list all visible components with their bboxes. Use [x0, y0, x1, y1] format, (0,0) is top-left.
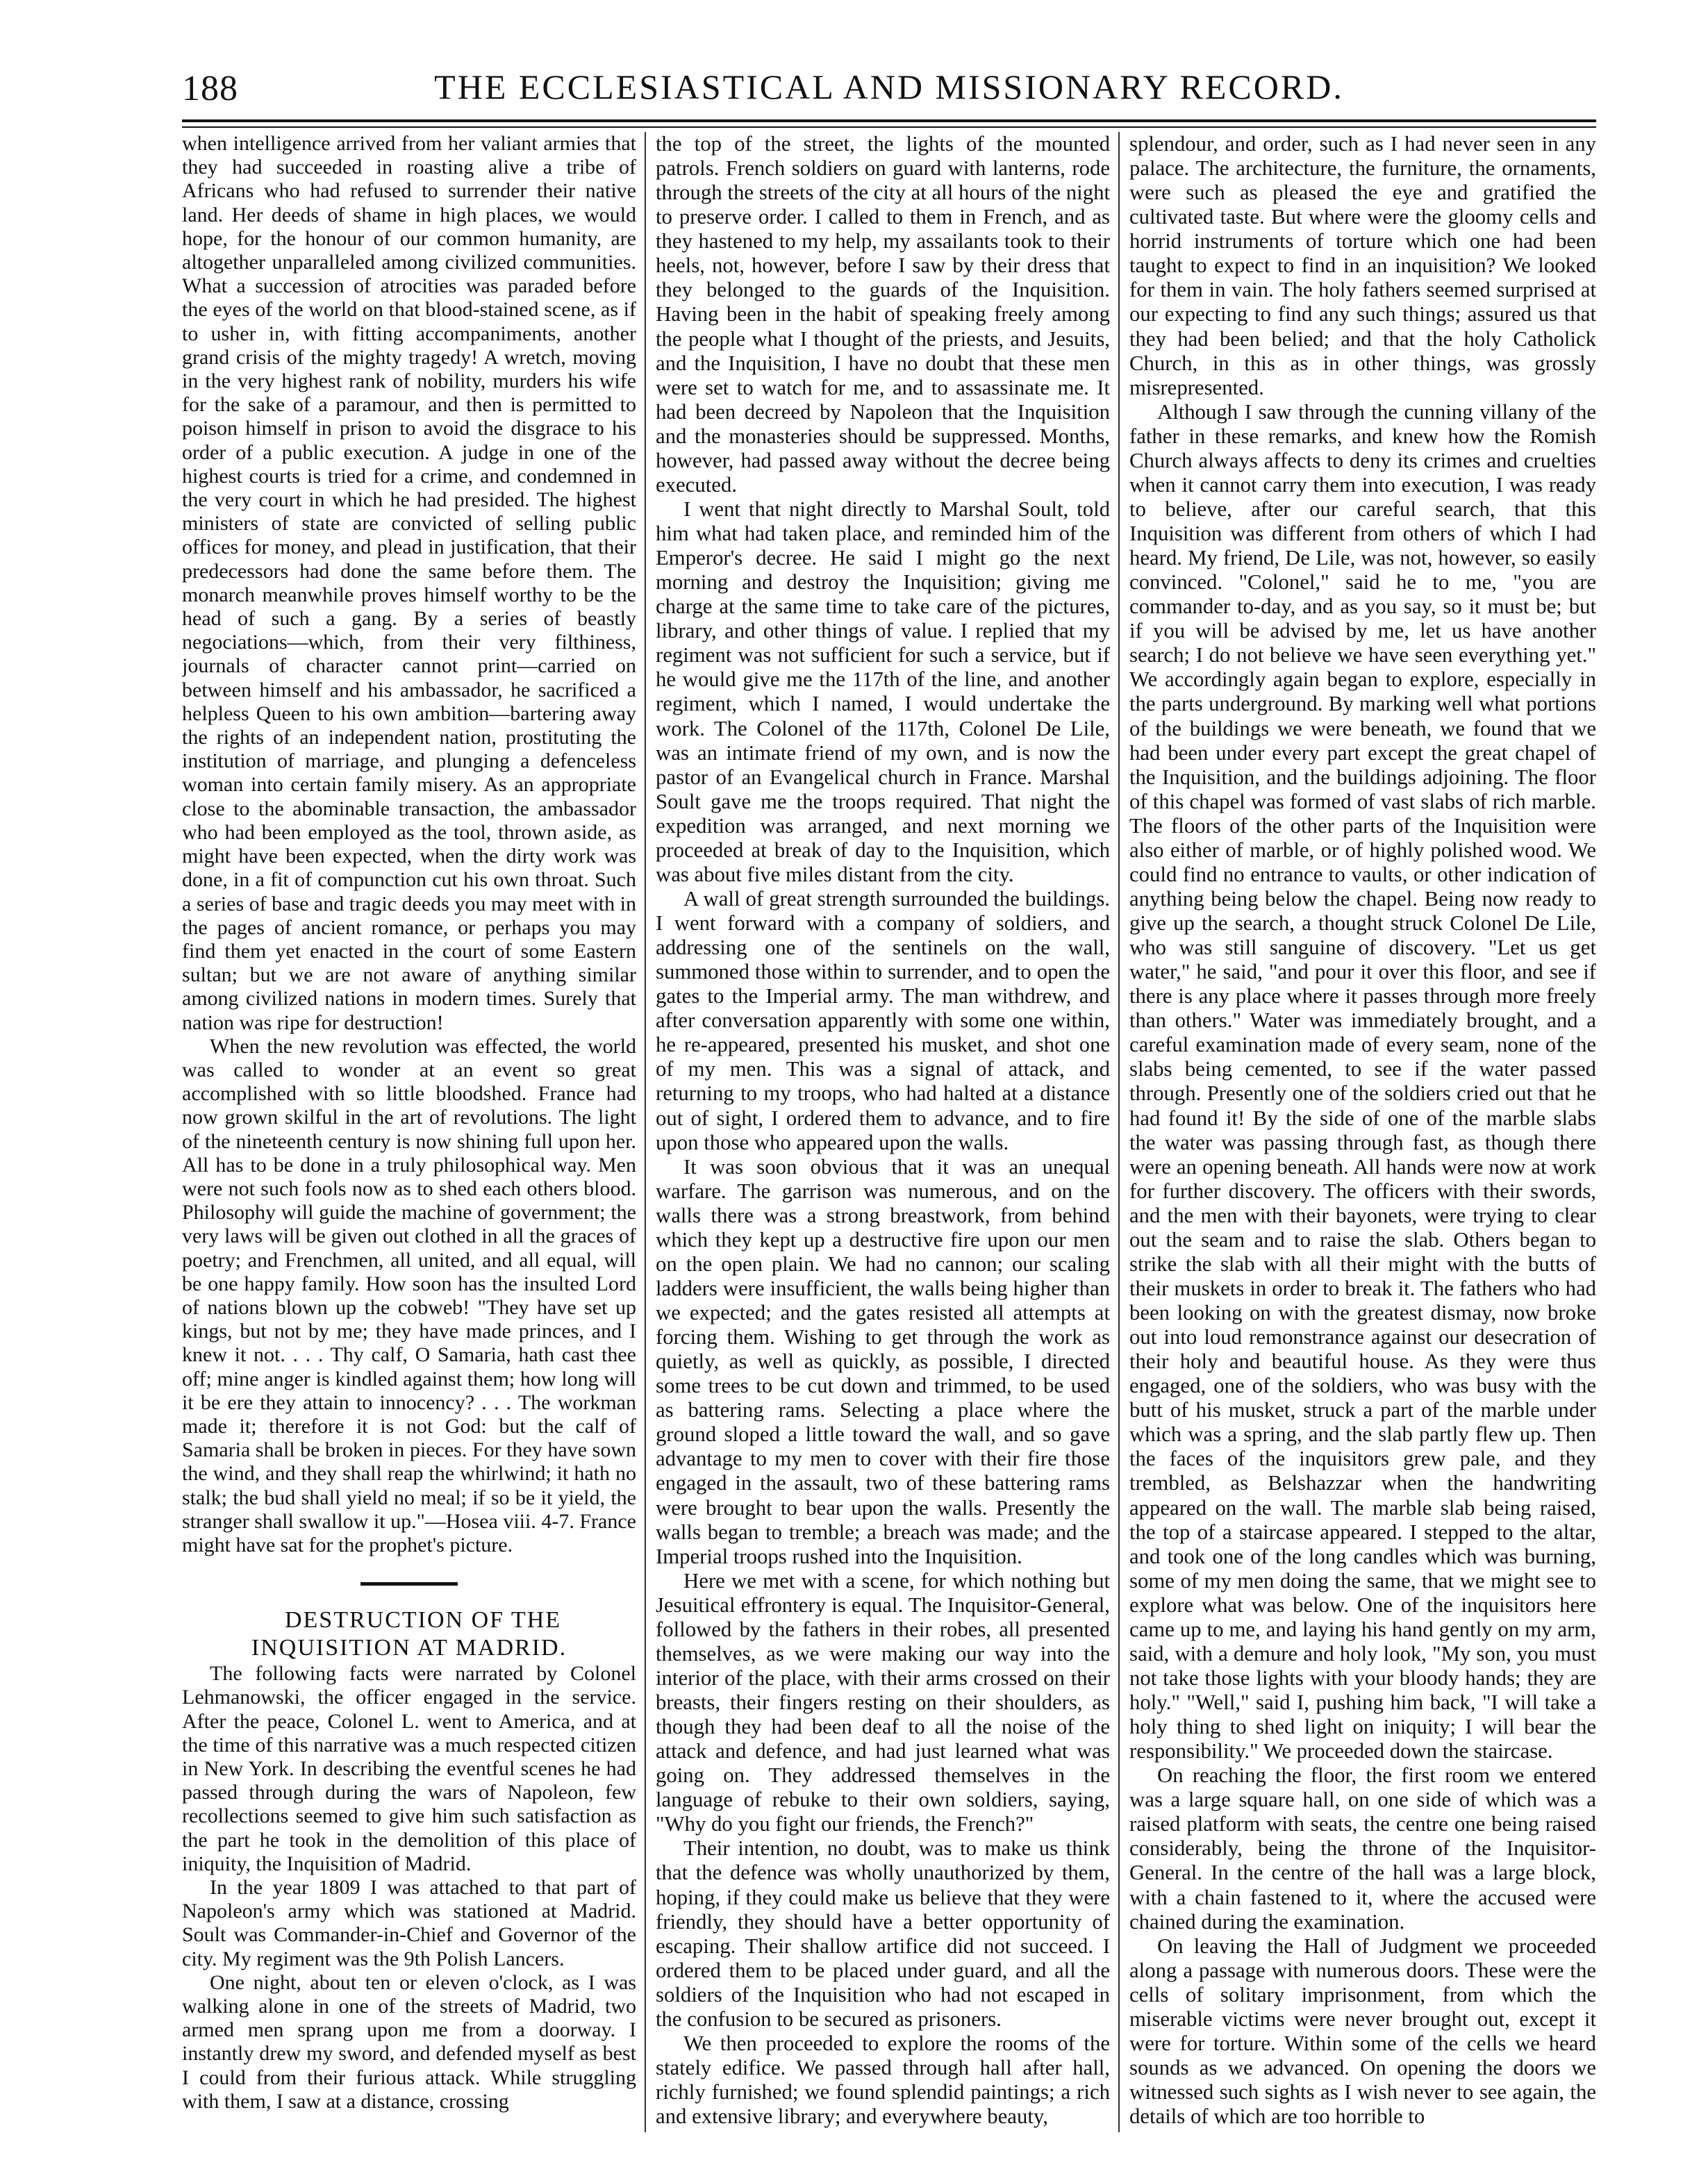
paragraph: Although I saw through the cunning villany of the father in these remarks, and knew how the Romish Church always affects to deny its crimes and cruelties when it cannot carry them into execution, I was ready to believe, after our careful search, that this Inquisition was different from others of which I had heard. My friend, De Lile, was not, however, so easily convinced. "Colonel," said he to me, "you are commander to-day, and as you say, so it must be; but if you will be advised by me, let us have another search; I do not believe we have seen everything yet." We accordingly again began to explore, especially in the parts underground. By marking well what portions of the buildings we were beneath, we found that we had been under every part except the great chapel of the Inquisition, and the buildings adjoining. The floor of this chapel was formed of vast slabs of rich marble. The floors of the other parts of the Inquisition were also either of marble, or of highly polished wood. We could find no entrance to vaults, or other indication of anything being below the chapel. Being now ready to give up the search, a thought struck Colonel De Lile, who was still sanguine of discovery. "Let us get water," he said, "and pour it over this floor, and see if there is any place where it passes through more freely than others." Water was immediately brought, and a careful examination made of every seam, none of the slabs being cemented, to see if the water passed through. Presently one of the soldiers cried out that he had found it! By the side of one of the marble slabs the water was passing through fast, as though there were an opening beneath. All hands were now at work for further discovery. The officers with their swords, and the men with their bayonets, were trying to clear out the seam and to raise the slab. Others began to strike the slab with all their might with the butts of their muskets in order to break it. The fathers who had been looking on with the greatest dismay, now broke out into loud remonstrance against our desecration of their holy and beautiful house. As they were thus engaged, one of the soldiers, who was busy with the butt of his musket, struck a part of the marble under which was a spring, and the slab partly flew up. Then the faces of the inquisitors grew pale, and they trembled, as Belshazzar when the handwriting appeared on the wall. The marble slab being raised, the top of a staircase appeared. I stepped to the altar, and took one of the long candles which was burning, some of my men doing the same, that we might see to explore what was below. One of the inquisitors here came up to me, and laying his hand gently on my arm, said, with a demure and holy look, "My son, you must not take those lights with your bloody hands; they are holy." "Well," said I, pushing him back, "I will take a holy thing to shed light on iniquity; I will bear the responsibility." We proceeded down the staircase.	[1129, 399, 1596, 1763]
paragraph: We then proceeded to explore the rooms of the stately edifice. We passed through hall after hall, richly furnished; we found splendid paintings; a rich and extensive library; and everywhere beauty,	[656, 2031, 1110, 2129]
paragraph: the top of the street, the lights of the mounted patrols. French soldiers on guard with lanterns, rode through the streets of the city at all hours of the night to preserve order. I called to them in French, and as they hastened to my help, my assailants took to their heels, not, however, before I saw by their dress that they belonged to the guards of the Inquisition. Having been in the habit of speaking freely among the people what I thought of the priests, and Jesuits, and the Inquisition, I have no doubt that these men were set to watch for me, and to assassinate me. It had been decreed by Napoleon that the Inquisition and the monasteries should be suppressed. Months, however, had passed away without the decree being executed.	[656, 132, 1110, 497]
column-right	[1129, 132, 1596, 2132]
paragraph: On leaving the Hall of Judgment we proceeded along a passage with numerous doors. These were the cells of solitary imprisonment, from which the miserable victims were never brought out, except it were for torture. Within some of the cells we heard sounds as we advanced. On opening the doors we witnessed such sights as I wish never to see again, the details of which are too horrible to	[1129, 1934, 1596, 2129]
column-middle	[656, 132, 1110, 2132]
running-title: THE ECCLESIASTICAL AND MISSIONARY RECORD.	[434, 67, 1344, 106]
paragraph: One night, about ten or eleven o'clock, as I was walking alone in one of the streets of Madrid, two armed men sprang upon me from a doorway. I instantly drew my sword, and defended myself as best I could from their furious attack. While struggling with them, I saw at a distance, crossing	[182, 1970, 636, 2113]
paragraph: splendour, and order, such as I had never seen in any palace. The architecture, the furniture, the ornaments, were such as pleased the eye and gratified the cultivated taste. But where were the gloomy cells and horrid instruments of torture which one had been taught to expect to find in an inquisition? We looked for them in vain. The holy fathers seemed surprised at our expecting to find any such things; assured us that they had been belied; and that the holy Catholick Church, in this as in other things, was grossly misrepresented.	[1129, 132, 1596, 399]
paragraph: The following facts were narrated by Colonel Lehmanowski, the officer engaged in the service. After the peace, Colonel L. went to America, and at the time of this narrative was a much respected citizen in New York. In describing the eventful scenes he had passed through during the wars of Napoleon, few recollections seemed to give him such satisfaction as the part he took in the demolition of this place of iniquity, the Inquisition of Madrid.	[182, 1662, 636, 1875]
paragraph: A wall of great strength surrounded the buildings. I went forward with a company of soldiers, and addressing one of the sentinels on the wall, summoned those within to surrender, and to open the gates to the Imperial army. The man withdrew, and after conversation apparently with some one within, he re-appeared, presented his musket, and shot one of my men. This was a signal of attack, and returning to my troops, who had halted at a distance out of sight, I ordered them to advance, and to fire upon those who appeared upon the walls.	[656, 886, 1110, 1154]
paragraph: It was soon obvious that it was an unequal warfare. The garrison was numerous, and on the walls there was a strong breastwork, from behind which they kept up a destructive fire upon our men on the open plain. We had no cannon; our scaling ladders were insufficient, the walls being higher than we expected; and the gates resisted all attempts at forcing them. Wishing to get through the work as quietly, as well as quickly, as possible, I directed some trees to be cut down and trimmed, to be used as battering rams. Selecting a place where the ground sloped a little toward the wall, and so gave advantage to my men to cover with their fire those engaged in the assault, two of these battering rams were brought to bear upon the walls. Presently the walls began to tremble; a breach was made; and the Imperial troops rushed into the Inquisition.	[656, 1154, 1110, 1568]
column-left	[182, 132, 636, 2132]
section-title: DESTRUCTION OF THE INQUISITION AT MADRID.	[251, 1607, 567, 1661]
header-rule-thin	[182, 126, 1596, 128]
paragraph: Their intention, no doubt, was to make us think that the defence was wholly unauthorized by them, hoping, if they could make us believe that they were friendly, they should have a better opportunity of escaping. Their shallow artifice did not succeed. I ordered them to be placed under guard, and all the soldiers of the Inquisition who had not escaped in the confusion to be secured as prisoners.	[656, 1836, 1110, 2031]
page-number: 188	[182, 69, 238, 108]
paragraph: when intelligence arrived from her valiant armies that they had succeeded in roasting alive a tribe of Africans who had refused to surrender their native land. Her deeds of shame in high places, we would hope, for the honour of our common humanity, are altogether unparalleled among civilized communities. What a succession of atrocities was paraded before the eyes of the world on that blood-stained scene, as if to usher in, with fitting accompaniments, another grand crisis of the mighty tragedy! A wretch, moving in the very highest rank of nobility, murders his wife for the sake of a paramour, and then is permitted to poison himself in prison to avoid the disgrace to his order of a public execution. A judge in one of the highest courts is tried for a crime, and condemned in the very court in which he had presided. The highest ministers of state are convicted of selling public offices for money, and plead in justification, that their predecessors had done the same before them. The monarch meanwhile proves himself worthy to be the head of such a gang. By a series of beastly negociations—which, from their very filthiness, journals of character cannot print—carried on between himself and his ambassador, he sacrificed a helpless Queen to his own ambition—bartering away the rights of an independent nation, prostituting the institution of marriage, and plunging a defenceless woman into certain family misery. As an appropriate close to the abominable transaction, the ambassador who had been employed as the tool, thrown aside, as might have been expected, when the dirty work was done, in a fit of compunction cut his own throat. Such a series of base and tragic deeds you may meet with in the pages of ancient romance, or perhaps you may find them yet enacted in the court of some Eastern sultan; but we are not aware of anything similar among civilized nations in modern times. Surely that nation was ripe for destruction!	[182, 132, 636, 1034]
paragraph: Here we met with a scene, for which nothing but Jesuitical effrontery is equal. The Inquisitor-General, followed by the fathers in their robes, all presented themselves, as we were making our way into the interior of the place, with their arms crossed on their breasts, their fingers resting on their shoulders, as though they had been deaf to all the noise of the attack and defence, and had just learned what was going on. They addressed themselves in the language of rebuke to their own soldiers, saying, "Why do you fight our friends, the French?"	[656, 1568, 1110, 1836]
paragraph: I went that night directly to Marshal Soult, told him what had taken place, and reminded him of the Emperor's decree. He said I might go the next morning and destroy the Inquisition; giving me charge at the same time to take care of the pictures, library, and other things of value. I replied that my regiment was not sufficient for such a service, but if he would give me the 117th of the line, and another regiment, which I named, I would undertake the work. The Colonel of the 117th, Colonel De Lile, was an intimate friend of my own, and is now the pastor of an Evangelical church in France. Marshal Soult gave me the troops required. That night the expedition was arranged, and next morning we proceeded at break of day to the Inquisition, which was about five miles distant from the city.	[656, 497, 1110, 886]
paragraph: On reaching the floor, the first room we entered was a large square hall, on one side of which was a raised platform with seats, the centre one being raised considerably, being the throne of the Inquisitor-General. In the centre of the hall was a large block, with a chain fastened to it, where the accused were chained during the examination.	[1129, 1763, 1596, 1934]
paragraph: In the year 1809 I was attached to that part of Napoleon's army which was stationed at Madrid. Soult was Commander-in-Chief and Governor of the city. My regiment was the 9th Polish Lancers.	[182, 1876, 636, 1970]
column-divider-right	[1118, 132, 1120, 2132]
column-divider-left	[645, 132, 646, 2132]
header-rule-thick	[182, 119, 1596, 122]
page-header	[182, 67, 1596, 115]
paragraph: When the new revolution was effected, the world was called to wonder at an event so great accomplished with so little bloodshed. France had now grown skilful in the art of revolutions. The light of the nineteenth century is now shining full upon her. All has to be done in a truly philosophical way. Men were not such fools now as to shed each others blood. Philosophy will guide the machine of government; the very laws will be given out clothed in all the graces of poetry; and Frenchmen, all united, and all equal, will be one happy family. How soon has the insulted Lord of nations blown up the cobweb! "They have set up kings, but not by me; they have made princes, and I knew it not. . . . Thy calf, O Samaria, hath cast thee off; mine anger is kindled against them; how long will it be ere they attain to innocency? . . . The workman made it; therefore it is not God: but the calf of Samaria shall be broken in pieces. For they have sown the wind, and they shall reap the whirlwind; it hath no stalk; the bud shall yield no meal; if so be it yield, the stranger shall swallow it up."—Hosea viii. 4-7. France might have sat for the prophet's picture.	[182, 1034, 636, 1556]
section-separator	[360, 1582, 458, 1586]
